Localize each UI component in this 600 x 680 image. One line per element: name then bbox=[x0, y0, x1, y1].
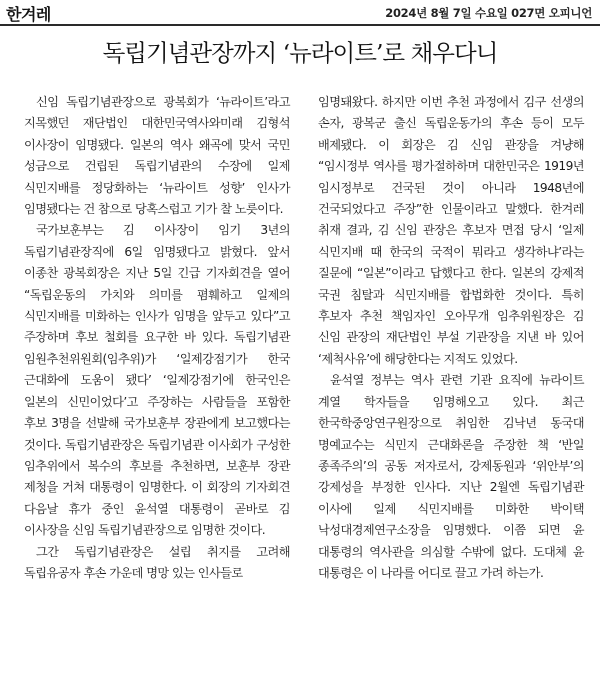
article-headline: 독립기념관장까지 ‘뉴라이트’로 채우다니 bbox=[102, 39, 498, 67]
paragraph: 그간 독립기념관장은 설립 취지를 고려해 독립유공자 후손 가운데 명망 있는 인사들로 bbox=[24, 544, 290, 580]
dateline: 2024년 8월 7일 수요일 027면 오피니언 bbox=[385, 6, 592, 20]
newspaper-logo: 한겨레 bbox=[6, 5, 51, 24]
paragraph: 국가보훈부는 김 이사장이 임기 3년의 독립기념관장직에 6일 임명됐다고 밝혔다. 앞서 이종찬 광복회장은 지난 5일 긴급 기자회견을 열어 “독립운동의 가치와 의미를 폄훼하고 일제의 식민지배를 미화하는 인사가 임명을 앞두고 있다”고 주장하며 후보 철회를 요구한 바 있다. 독립기념관 임원추천위원회(임추위)가 ‘일제강점기가 한국 근대화에 도움이 됐다’ ‘일제강점기에 한국인은 일본의 신민이었다’고 주장하는 사람들을 포함한 후보 3명을 선발해 국가보훈부 장관에게 보고했다는 것이다. 독립기념관장은 독립기념관 이사회가 구성한 임추위에서 복수의 후보를 추천하면, 보훈부 장관 제청을 거쳐 대통령이 임명한다. 이 회장의 기자회견 다음날 휴가 중인 윤석열 대통령이 곧바로 김 이사장을 신임 독립기념관장으로 임명한 것이다. bbox=[24, 223, 290, 538]
paragraph: 신임 독립기념관장으로 광복회가 ‘뉴라이트’라고 지목했던 재단법인 대한민국역사와미래 김형석 이사장이 임명됐다. 일본의 역사 왜곡에 맞서 국민 성금으로 건립된 독립기념관의 수장에 일제 식민지배를 정당화하는 ‘뉴라이트 성향’ 인사가 임명됐다는 건 참으로 당혹스럽고 기가 찰 노릇이다. bbox=[24, 95, 290, 217]
left-column bbox=[24, 92, 290, 680]
paragraph: 윤석열 정부는 역사 관련 기관 요직에 뉴라이트 계열 학자들을 임명해오고 있다. 최근 한국학중앙연구원장으로 취임한 김낙년 동국대 명예교수는 식민지 근대화론을 주장한 책 ‘반일 종족주의’의 공동 저자로서, 강제동원과 ‘위안부’의 강제성을 부정한 인사다. 지난 2월엔 독립기념관 이사에 일제 식민지배를 미화한 박이택 낙성대경제연구소장을 임명했다. 이쯤 되면 윤 대통령의 역사관을 의심할 수밖에 없다. 도대체 윤 대통령은 이 나라를 어디로 끌고 가려 하는가. bbox=[318, 373, 584, 580]
masthead bbox=[0, 0, 600, 24]
article-body bbox=[24, 92, 584, 680]
right-column bbox=[318, 92, 584, 680]
paragraph: 임명돼왔다. 하지만 이번 추천 과정에서 김구 선생의 손자, 광복군 출신 독립운동가의 후손 등이 모두 배제됐다. 이 회장은 김 신임 관장을 겨냥해 “임시정부 역사를 평가절하하며 대한민국은 1919년 임시정부로 건국된 것이 아니라 1948년에 건국되었다고 주장”한 인물이라고 말했다. 한겨레 취재 결과, 김 신임 관장은 후보자 면접 당시 ‘일제 식민지배 때 한국의 국적이 뭐라고 생각하냐’라는 질문에 “일본”이라고 답했다고 한다. 일본의 강제적 국권 침탈과 식민지배를 합법화한 것이다. 특히 후보자 추천 책임자인 오아무개 임추위원장은 김 신임 관장의 재단법인 부설 기관장을 지낸 바 있어 ‘제척사유’에 해당한다는 지적도 있었다. bbox=[318, 95, 584, 366]
masthead-rule bbox=[0, 24, 600, 26]
